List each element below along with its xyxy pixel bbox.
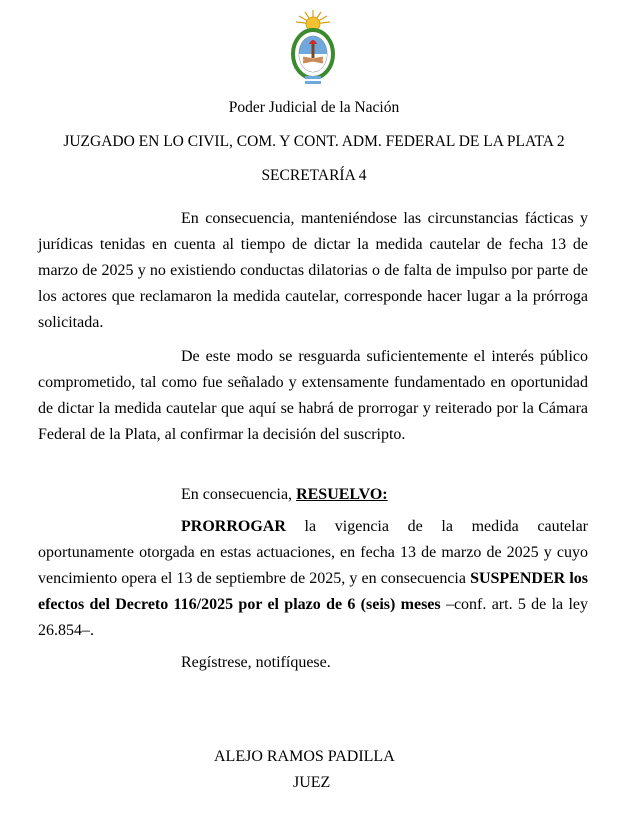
signature-title: JUEZ xyxy=(293,774,331,791)
paragraph-resuelvo xyxy=(38,482,588,508)
closing-text: Regístrese, notifíquese. xyxy=(181,654,331,671)
paragraph-consecuencia xyxy=(38,206,588,336)
paragraph-text: De este modo se resguarda suficientemente el interés público comprometido, tal como fue señalado y extensamente fundamentado en oportunidad de dictar la medida cautelar que aquí se habrá de prorrogar y reiterado por la Cámara Federal de la Plata, al confirmar la decisión del suscripto. xyxy=(38,348,588,443)
signature-name: ALEJO RAMOS PADILLA xyxy=(214,748,395,765)
argentina-coat-of-arms-icon xyxy=(287,8,339,88)
court-name: JUZGADO EN LO CIVIL, COM. Y CONT. ADM. FEDERAL DE LA PLATA 2 xyxy=(63,133,565,150)
secretariat-label: SECRETARÍA 4 xyxy=(261,167,367,184)
resuelvo-heading: RESUELVO: xyxy=(296,486,388,503)
paragraph-resolution xyxy=(38,514,588,644)
paragraph-text: En consecuencia, manteniéndose las circunstancias fácticas y jurídicas tenidas en cuenta al tiempo de dictar la medida cautelar de fecha 13 de marzo de 2025 y no existiendo conductas dilatorias o de falta de impulso por parte de los actores que reclamaron la medida cautelar, corresponde hacer lugar a la prórroga solicitada. xyxy=(38,210,588,331)
legal-reference: –conf. art. 5 de la ley 26.854–. xyxy=(38,596,588,639)
resuelvo-prefix: En consecuencia, xyxy=(181,486,297,503)
prorrogar-keyword: PRORROGAR xyxy=(181,518,286,535)
paragraph-interes-publico xyxy=(38,344,588,448)
court-branch-title: Poder Judicial de la Nación xyxy=(228,99,400,116)
resolution-text: la vigencia de la medida cautelar oportunamente otorgada en estas actuaciones, en fecha 13 de marzo de 2025 y cuyo vencimiento opera el 13 de septiembre de 2025, y en consecuencia xyxy=(38,518,588,587)
paragraph-closing xyxy=(38,650,588,676)
suspension-clause: SUSPENDER los efectos del Decreto 116/2025 por el plazo de 6 (seis) meses xyxy=(38,570,588,613)
